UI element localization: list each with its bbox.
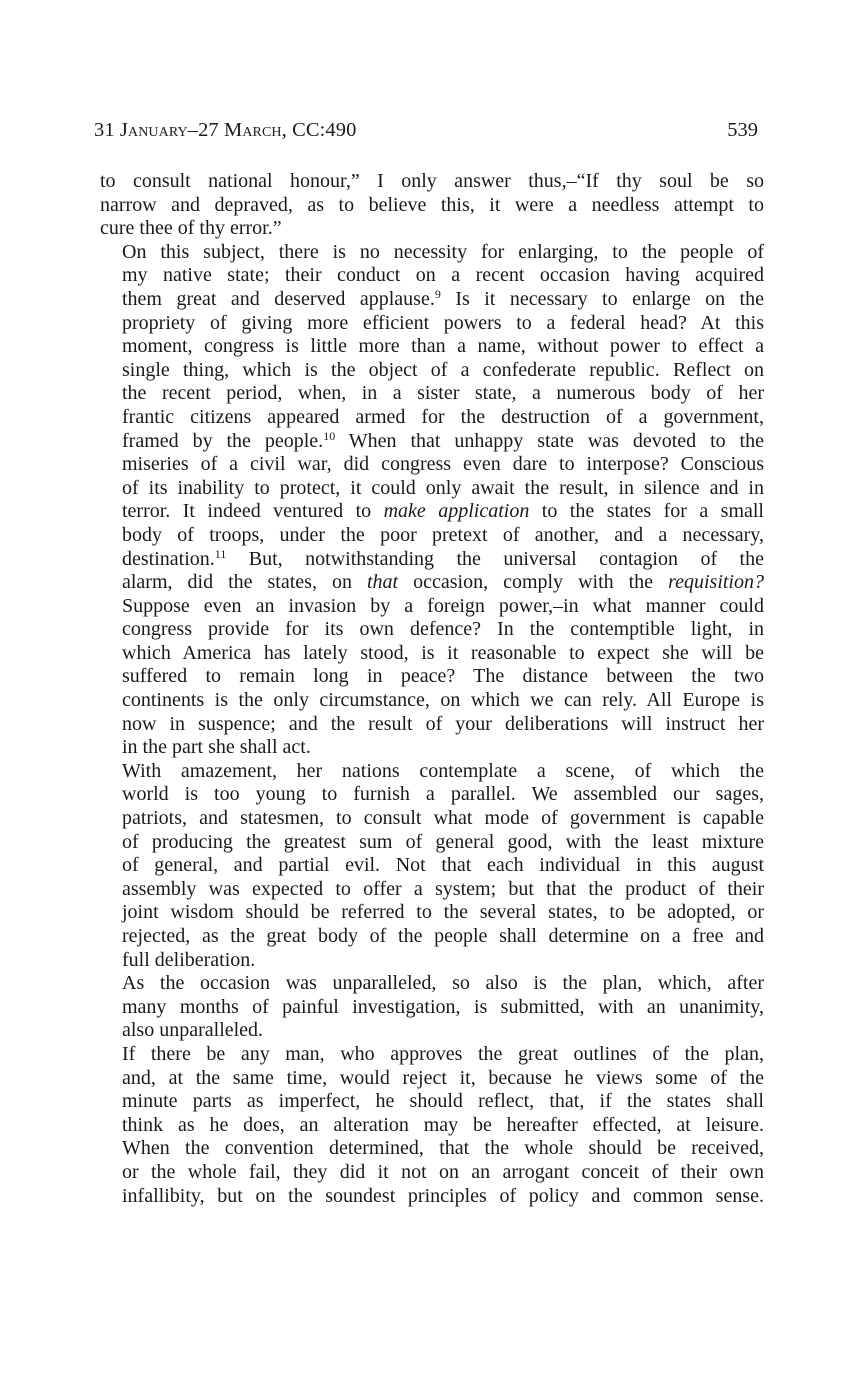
text-run: or the whole fail, they did it not on an arrogant conceit of their own <box>122 1160 764 1183</box>
text-run: framed by the people. <box>122 429 324 452</box>
document-page <box>94 118 764 1208</box>
text-run: miseries of a civil war, did congress even dare to interpose? Conscious <box>122 453 764 476</box>
text-line <box>100 901 764 925</box>
text-line <box>100 1185 764 1209</box>
text-run: many months of painful investigation, is submitted, with an unanimity, <box>122 995 764 1018</box>
text-run: of its inability to protect, it could only await the result, in silence and in <box>122 476 764 499</box>
text-line <box>100 736 764 760</box>
text-run: propriety of giving more efficient powers to a federal head? At this <box>122 311 764 334</box>
text-line <box>100 241 764 265</box>
text-line <box>100 453 764 477</box>
text-line <box>100 194 764 218</box>
text-line <box>100 1090 764 1114</box>
text-line <box>100 831 764 855</box>
text-run: which America has lately stood, is it reasonable to expect she will be <box>122 641 764 664</box>
text-run: think as he does, an alteration may be hereafter effected, at leisure. <box>122 1113 764 1136</box>
text-run: When the convention determined, that the whole should be received, <box>122 1137 764 1160</box>
text-run: world is too young to furnish a parallel. We assembled our sages, <box>122 783 764 806</box>
text-line <box>100 760 764 784</box>
text-run: destination. <box>122 547 215 570</box>
text-run: and, at the same time, would reject it, because he views some of the <box>122 1066 764 1089</box>
text-run: Is it necessary to enlarge on the <box>440 287 764 310</box>
text-run: in the part she shall act. <box>122 736 311 759</box>
running-head <box>94 118 764 148</box>
text-run: to consult national honour,” I only answer thus,–“If thy soul be so <box>100 170 764 192</box>
text-line <box>100 170 764 194</box>
text-line <box>100 689 764 713</box>
text-run: But, notwithstanding the universal contagion of the <box>226 547 764 570</box>
footnote-reference: 9 <box>434 286 441 301</box>
text-run: them great and deserved applause. <box>122 287 435 310</box>
text-line <box>100 854 764 878</box>
text-run: Suppose even an invasion by a foreign power,–in what manner could <box>122 594 764 617</box>
text-run: body of troops, under the poor pretext of another, and a necessary, <box>122 523 764 546</box>
text-line <box>100 807 764 831</box>
text-line <box>100 406 764 430</box>
italic-text: make application <box>383 500 530 523</box>
text-line <box>100 1114 764 1138</box>
text-line <box>100 949 764 973</box>
text-line <box>100 783 764 807</box>
text-run: suffered to remain long in peace? The distance between the two <box>122 665 764 688</box>
text-line <box>100 1019 764 1043</box>
footnote-reference: 11 <box>214 546 227 561</box>
text-line <box>100 1043 764 1067</box>
text-run: occasion, comply with the <box>398 571 669 594</box>
paragraph <box>100 1043 764 1208</box>
text-line <box>100 288 764 312</box>
text-run: assembly was expected to offer a system; but that the product of their <box>122 877 764 900</box>
text-line <box>100 548 764 572</box>
page-number: 539 <box>727 119 758 141</box>
running-head-prefix: 31 J <box>94 119 129 141</box>
text-run: the recent period, when, in a sister state, a numerous body of her <box>122 382 764 405</box>
text-line <box>100 642 764 666</box>
text-line <box>100 382 764 406</box>
text-line <box>100 972 764 996</box>
text-run: On this subject, there is no necessity for enlarging, to the people of <box>122 240 764 263</box>
text-run: congress provide for its own defence? In the contemptible light, in <box>122 618 764 641</box>
text-run: rejected, as the great body of the people shall determine on a free and <box>122 925 764 947</box>
text-run: With amazement, her nations contemplate a scene, of which the <box>122 759 764 782</box>
running-head-month-1: anuary <box>128 119 188 141</box>
text-run: my native state; their conduct on a recent occasion having acquired <box>122 264 764 287</box>
text-line <box>100 925 764 949</box>
text-run: moment, congress is little more than a name, without power to effect a <box>122 335 764 358</box>
text-line <box>100 571 764 595</box>
text-line <box>100 359 764 383</box>
running-head-title <box>94 118 356 142</box>
text-run: frantic citizens appeared armed for the destruction of a government, <box>122 405 764 428</box>
text-run: single thing, which is the object of a confederate republic. Reflect on <box>122 358 764 381</box>
body-text <box>100 170 764 1208</box>
text-line <box>100 335 764 359</box>
italic-text: that <box>366 571 399 594</box>
text-line <box>100 713 764 737</box>
italic-text: requisition? <box>668 571 764 594</box>
text-run: now in suspence; and the result of your deliberations will instruct her <box>122 712 764 735</box>
paragraph <box>100 170 764 241</box>
text-line <box>100 1067 764 1091</box>
text-line <box>100 618 764 642</box>
text-line <box>100 1161 764 1185</box>
text-run: to the states for a small <box>529 500 764 523</box>
text-run: As the occasion was unparalleled, so also is the plan, which, after <box>122 972 764 995</box>
running-head-document-number: , CC:490 <box>281 119 357 141</box>
text-run: When that unhappy state was devoted to the <box>335 429 764 452</box>
text-run: of producing the greatest sum of general good, with the least mixture <box>122 830 764 853</box>
text-run: continents is the only circumstance, on which we can rely. All Europe is <box>122 689 764 712</box>
text-run: cure thee of thy error.” <box>100 217 282 240</box>
text-run: of general, and partial evil. Not that each individual in this august <box>122 854 764 877</box>
text-run: minute parts as imperfect, he should reflect, that, if the states shall <box>122 1090 764 1113</box>
text-run: alarm, did the states, on <box>122 571 367 594</box>
paragraph <box>100 760 764 972</box>
text-line <box>100 217 764 241</box>
text-line <box>100 264 764 288</box>
text-line <box>100 996 764 1020</box>
text-line <box>100 477 764 501</box>
text-line <box>100 665 764 689</box>
text-line <box>100 1137 764 1161</box>
text-line <box>100 430 764 454</box>
text-run: If there be any man, who approves the great outlines of the plan, <box>122 1042 764 1065</box>
text-run: terror. It indeed ventured to <box>122 500 384 523</box>
text-run: joint wisdom should be referred to the several states, to be adopted, or <box>122 901 764 924</box>
text-run: full deliberation. <box>122 948 256 971</box>
text-run: infallibity, but on the soundest principles of policy and common sense. <box>122 1184 764 1207</box>
paragraph <box>100 972 764 1043</box>
text-run: narrow and depraved, as to believe this, it were a needless attempt to <box>100 193 764 216</box>
running-head-date-2: –27 M <box>187 119 243 141</box>
text-run: also unparalleled. <box>122 1019 264 1042</box>
text-line <box>100 595 764 619</box>
paragraph <box>100 241 764 760</box>
text-run: patriots, and statesmen, to consult what mode of government is capable <box>122 807 764 830</box>
text-line <box>100 312 764 336</box>
footnote-reference: 10 <box>323 428 336 443</box>
text-line <box>100 500 764 524</box>
text-line <box>100 878 764 902</box>
running-head-month-2: arch <box>242 119 282 141</box>
text-line <box>100 524 764 548</box>
